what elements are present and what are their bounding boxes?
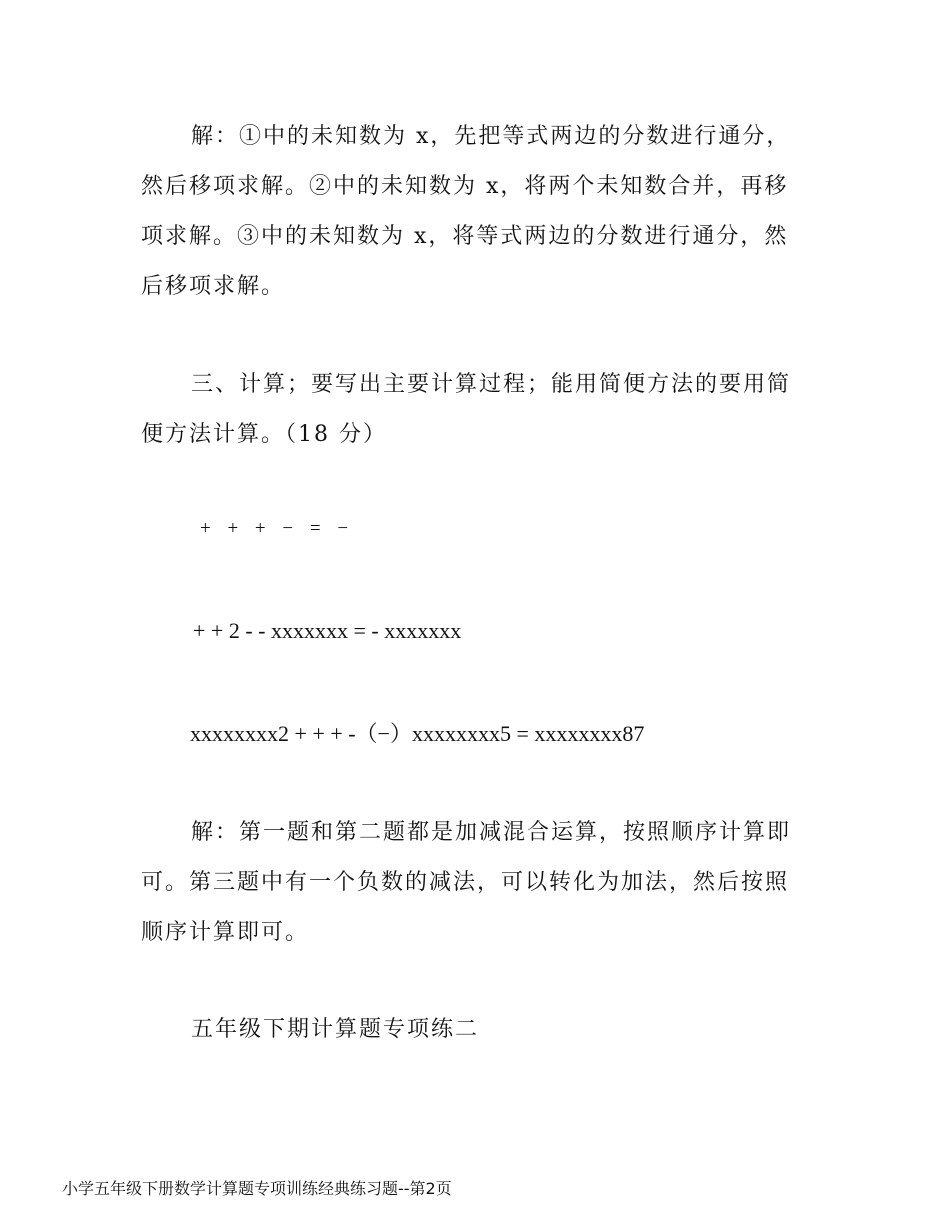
solution-2-line-1: 解：第一题和第二题都是加减混合运算，按照顺序计算即: [191, 820, 792, 845]
section-3-line-1: 三、计算；要写出主要计算过程；能用简便方法的要用简: [191, 372, 792, 397]
formula-2: + + 2 - - xxxxxxx = - xxxxxxx: [193, 618, 462, 643]
formula-3: xxxxxxxx2 + + + -（−）xxxxxxxx5 = xxxxxxxx87: [190, 721, 645, 746]
page-footer: 小学五年级下册数学计算题专项训练经典练习题--第2页: [62, 1179, 452, 1198]
formula-1: + + + − = −: [200, 518, 355, 539]
solution-paragraph-2: [141, 808, 811, 958]
solution-paragraph-1: [141, 112, 811, 312]
solution-1-line-4: 后移项求解。: [141, 274, 286, 299]
next-section-heading: 五年级下期计算题专项练二: [191, 1017, 480, 1042]
solution-1-line-1: 解：①中的未知数为 x，先把等式两边的分数进行通分，: [191, 124, 791, 149]
section-3-line-2: 便方法计算。（18 分）: [141, 422, 387, 447]
solution-2-line-2: 可。第三题中有一个负数的减法，可以转化为加法，然后按照: [141, 870, 790, 895]
solution-1-line-2: 然后移项求解。②中的未知数为 x，将两个未知数合并，再移: [141, 174, 789, 199]
solution-2-line-3: 顺序计算即可。: [141, 920, 310, 945]
solution-1-line-3: 项求解。③中的未知数为 x，将等式两边的分数进行通分，然: [141, 224, 789, 249]
section-3-instructions: [141, 360, 811, 460]
